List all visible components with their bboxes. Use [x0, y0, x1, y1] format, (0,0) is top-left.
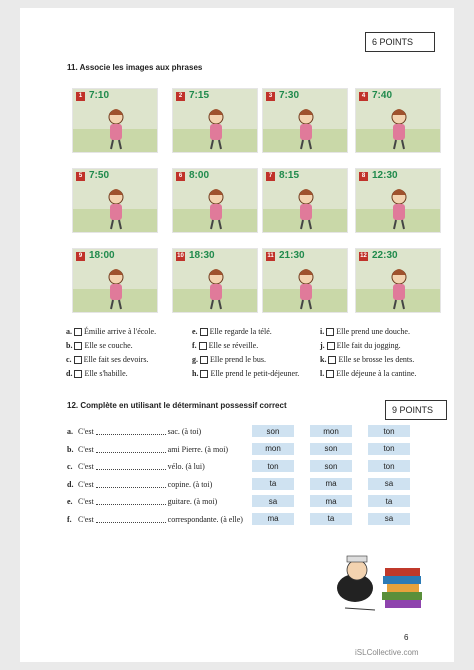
answer-checkbox[interactable]: [199, 342, 207, 350]
points-label: 6 POINTS: [372, 37, 414, 47]
panel-number: 10: [177, 253, 184, 259]
option-chip[interactable]: sa: [368, 513, 410, 525]
answer-checkbox[interactable]: [74, 328, 82, 336]
sentence-item: [192, 369, 299, 378]
panel-time: 18:00: [89, 250, 115, 261]
sentence-item: [66, 341, 133, 350]
panel-time: 7:15: [189, 90, 210, 101]
sentence-letter: a.: [66, 327, 72, 336]
page-number: 6: [404, 633, 409, 642]
option-chip[interactable]: ma: [252, 513, 294, 525]
sentence-item: [192, 355, 266, 364]
scene-teeth-icon: [73, 169, 158, 233]
panel-number: 2: [176, 92, 185, 101]
option-chip[interactable]: ta: [368, 495, 410, 507]
option-chip[interactable]: son: [252, 425, 294, 437]
sentence-letter: e.: [192, 327, 198, 336]
panel-number: 12: [360, 253, 367, 259]
panel-number: 4: [359, 92, 368, 101]
row-start: C'est: [78, 444, 94, 454]
sentence-letter: j.: [320, 341, 325, 350]
sentence-text: Émilie arrive à l'école.: [84, 327, 157, 336]
option-chip[interactable]: mon: [310, 425, 352, 437]
answer-blank[interactable]: [96, 498, 166, 505]
sentence-item: [320, 341, 401, 350]
sentence-text: Elle se réveille.: [208, 341, 259, 350]
points-label: 9 POINTS: [392, 405, 434, 415]
sentence-text: Elle prend le bus.: [210, 355, 266, 364]
scene-sleep-icon: [356, 249, 441, 313]
sentence-letter: i.: [320, 327, 325, 336]
scene-dress-icon: [263, 89, 348, 153]
answer-blank[interactable]: [96, 428, 166, 435]
sentence-text: Elle se brosse les dents.: [338, 355, 415, 364]
row-rest: ami Pierre. (à moi): [167, 444, 229, 454]
picture-panel: [355, 88, 441, 153]
panel-time: 18:30: [189, 250, 215, 261]
answer-blank[interactable]: [96, 446, 166, 453]
option-chip[interactable]: ta: [310, 513, 352, 525]
sentence-letter: b.: [66, 341, 73, 350]
picture-panel: [355, 248, 441, 313]
answer-checkbox[interactable]: [326, 370, 334, 378]
option-chip[interactable]: son: [310, 460, 352, 472]
answer-checkbox[interactable]: [327, 342, 335, 350]
picture-panel: [355, 168, 441, 233]
row-start: C'est: [78, 427, 94, 436]
answer-blank[interactable]: [96, 463, 166, 470]
option-chip[interactable]: sa: [368, 478, 410, 490]
sentence-text: Elle fait ses devoirs.: [83, 355, 149, 364]
row-start: C'est: [78, 462, 94, 471]
panel-number: 11: [267, 253, 274, 259]
answer-checkbox[interactable]: [328, 356, 336, 364]
panel-number: 1: [76, 92, 85, 101]
sentence-text: Elle fait du jogging.: [336, 341, 401, 350]
row-letter: a.: [67, 427, 73, 436]
panel-time: 7:50: [89, 170, 110, 181]
sentence-item: [320, 369, 416, 378]
option-chip[interactable]: ta: [252, 478, 294, 490]
answer-blank[interactable]: [96, 516, 166, 523]
panel-number: 9: [76, 252, 85, 261]
sentence-item: [66, 327, 156, 336]
sentence-letter: h.: [192, 369, 199, 378]
answer-checkbox[interactable]: [74, 356, 82, 364]
panel-time: 7:40: [372, 90, 393, 101]
exercise-row: [67, 497, 217, 506]
sentence-item: [66, 369, 128, 378]
panel-time: 8:15: [279, 170, 300, 181]
option-chip[interactable]: ton: [368, 460, 410, 472]
scene-homework-icon: [173, 249, 258, 313]
row-rest: correspondante. (à elle): [167, 514, 243, 524]
panel-time: 7:10: [89, 90, 110, 101]
scene-lunch-icon: [356, 169, 441, 233]
row-letter: c.: [67, 462, 73, 471]
scene-breakfast-icon: [356, 89, 441, 153]
panel-time: 22:30: [372, 250, 398, 261]
exercise-12-title: 12. Complète en utilisant le déterminant possessif correct: [67, 401, 287, 410]
picture-panel: [172, 88, 258, 153]
boy-with-books-illustration: [325, 548, 435, 618]
panel-time: 12:30: [372, 170, 398, 181]
sentence-letter: f.: [192, 341, 197, 350]
sentence-item: [320, 327, 410, 336]
sentence-letter: k.: [320, 355, 327, 364]
scene-jog-icon: [73, 249, 158, 313]
points-box-11: [365, 32, 435, 52]
panel-number: 8: [359, 172, 368, 181]
sentence-text: Elle se couche.: [84, 341, 133, 350]
scene-tv-icon: [263, 249, 348, 313]
option-chip[interactable]: ton: [368, 443, 410, 455]
picture-panel: [172, 168, 258, 233]
row-rest: guitare. (à moi): [167, 497, 218, 506]
sentence-letter: g.: [192, 355, 198, 364]
scene-school-icon: [263, 169, 348, 233]
sentence-letter: d.: [66, 369, 73, 378]
sentence-item: [192, 327, 272, 336]
worksheet-page: [20, 8, 454, 662]
panel-number: 6: [176, 172, 185, 181]
row-letter: e.: [67, 497, 73, 506]
scene-shower-icon: [173, 89, 258, 153]
sentence-item: [320, 355, 414, 364]
points-box-12: [385, 400, 447, 420]
row-rest: copine. (à toi): [167, 479, 213, 489]
sentence-item: [192, 341, 258, 350]
sentence-text: Elle prend une douche.: [336, 327, 410, 336]
row-start: C'est: [78, 497, 94, 506]
picture-panel: [72, 88, 158, 153]
option-chip[interactable]: ton: [252, 460, 294, 472]
sentence-item: [66, 355, 148, 364]
watermark: iSLCollective.com: [355, 648, 419, 657]
sentence-text: Elle déjeune à la cantine.: [336, 369, 417, 378]
sentence-letter: c.: [66, 355, 72, 364]
answer-checkbox[interactable]: [200, 356, 208, 364]
sentence-text: Elle s'habille.: [84, 369, 128, 378]
answer-checkbox[interactable]: [200, 328, 208, 336]
answer-checkbox[interactable]: [74, 370, 82, 378]
exercise-row: [67, 427, 201, 436]
option-chip[interactable]: sa: [252, 495, 294, 507]
row-start: C'est: [78, 514, 94, 524]
panel-time: 21:30: [279, 250, 305, 261]
row-letter: f.: [67, 514, 72, 524]
row-letter: b.: [67, 444, 74, 454]
picture-panel: [262, 168, 348, 233]
sentence-letter: l.: [320, 369, 325, 378]
row-letter: d.: [67, 479, 74, 489]
option-chip[interactable]: ma: [310, 495, 352, 507]
option-chip[interactable]: mon: [252, 443, 294, 455]
option-chip[interactable]: ma: [310, 478, 352, 490]
row-rest: sac. (à toi): [167, 427, 202, 436]
picture-panel: [262, 248, 348, 313]
scene-bed-icon: [73, 89, 158, 153]
sentence-text: Elle regarde la télé.: [209, 327, 272, 336]
panel-number: 5: [76, 172, 85, 181]
sentence-text: Elle prend le petit-déjeuner.: [210, 369, 300, 378]
exercise-row: [67, 462, 205, 471]
answer-checkbox[interactable]: [326, 328, 334, 336]
answer-checkbox[interactable]: [200, 370, 208, 378]
answer-checkbox[interactable]: [74, 342, 82, 350]
picture-panel: [72, 168, 158, 233]
panel-number: 7: [266, 172, 275, 181]
exercise-row: [67, 480, 212, 489]
option-chip[interactable]: son: [310, 443, 352, 455]
panel-time: 8:00: [189, 170, 210, 181]
picture-panel: [172, 248, 258, 313]
exercise-row: [67, 445, 228, 454]
picture-panel: [72, 248, 158, 313]
exercise-row: [67, 515, 243, 524]
picture-panel: [262, 88, 348, 153]
option-chip[interactable]: ton: [368, 425, 410, 437]
exercise-11-title: 11. Associe les images aux phrases: [67, 63, 203, 72]
row-start: C'est: [78, 479, 94, 489]
panel-number: 3: [266, 92, 275, 101]
row-rest: vélo. (à lui): [167, 462, 205, 471]
answer-blank[interactable]: [96, 481, 166, 488]
scene-bus-icon: [173, 169, 258, 233]
panel-time: 7:30: [279, 90, 300, 101]
